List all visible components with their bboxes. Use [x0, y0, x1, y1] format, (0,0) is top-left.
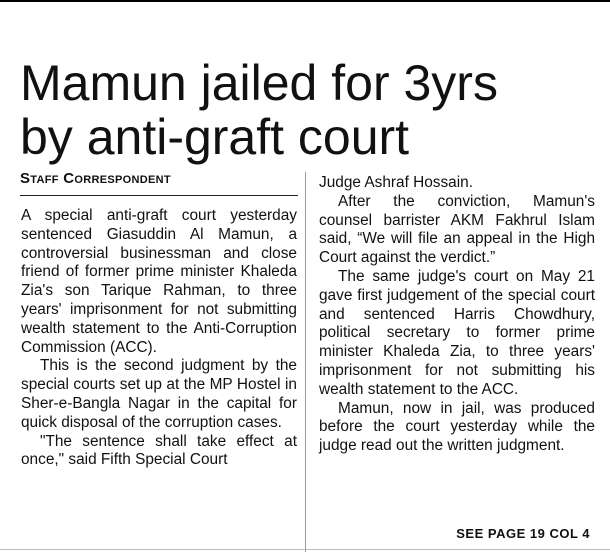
paragraph: Judge Ashraf Hossain. — [319, 174, 473, 191]
paragraph: A special anti-graft court yesterday sentenced Giasuddin Al Mamun, a controversial businessman and close friend of former prime minister Khaleda Zia's son Tarique Rahman, to three years' imprisonment for not submitting wealth statement to the Anti-Corruption Commission (ACC). — [21, 207, 297, 356]
headline-line-2: by anti-graft court — [20, 108, 410, 165]
byline-rule — [20, 195, 298, 196]
byline: Staff Correspondent — [20, 170, 171, 187]
article-column-left — [21, 207, 297, 470]
bottom-rule — [0, 549, 610, 550]
paragraph: "The sentence shall take effect at once," said Fifth Special Court — [21, 432, 297, 469]
top-rule — [0, 0, 610, 2]
article-column-right — [319, 174, 595, 456]
column-divider — [305, 172, 306, 552]
paragraph: Mamun, now in jail, was produced before the court yesterday while the judge read out the written judgment. — [319, 399, 595, 455]
paragraph: This is the second judgment by the special courts set up at the MP Hostel in Sher-e-Bangla Nagar in the capital for quick disposal of the corruption cases. — [21, 357, 297, 431]
headline — [20, 56, 600, 164]
continuation-jump: SEE PAGE 19 COL 4 — [456, 526, 590, 541]
paragraph: The same judge's court on May 21 gave first judgement of the special court and sentenced Harris Chowdhury, political secretary to former prime minister Khaleda Zia, to three years' imprisonment for not submitting his wealth statement to the ACC. — [319, 267, 595, 398]
paragraph: After the conviction, Mamun's counsel barrister AKM Fakhrul Islam said, “We will file an appeal in the High Court against the verdict.” — [319, 192, 595, 267]
headline-line-1: Mamun jailed for 3yrs — [20, 54, 498, 111]
